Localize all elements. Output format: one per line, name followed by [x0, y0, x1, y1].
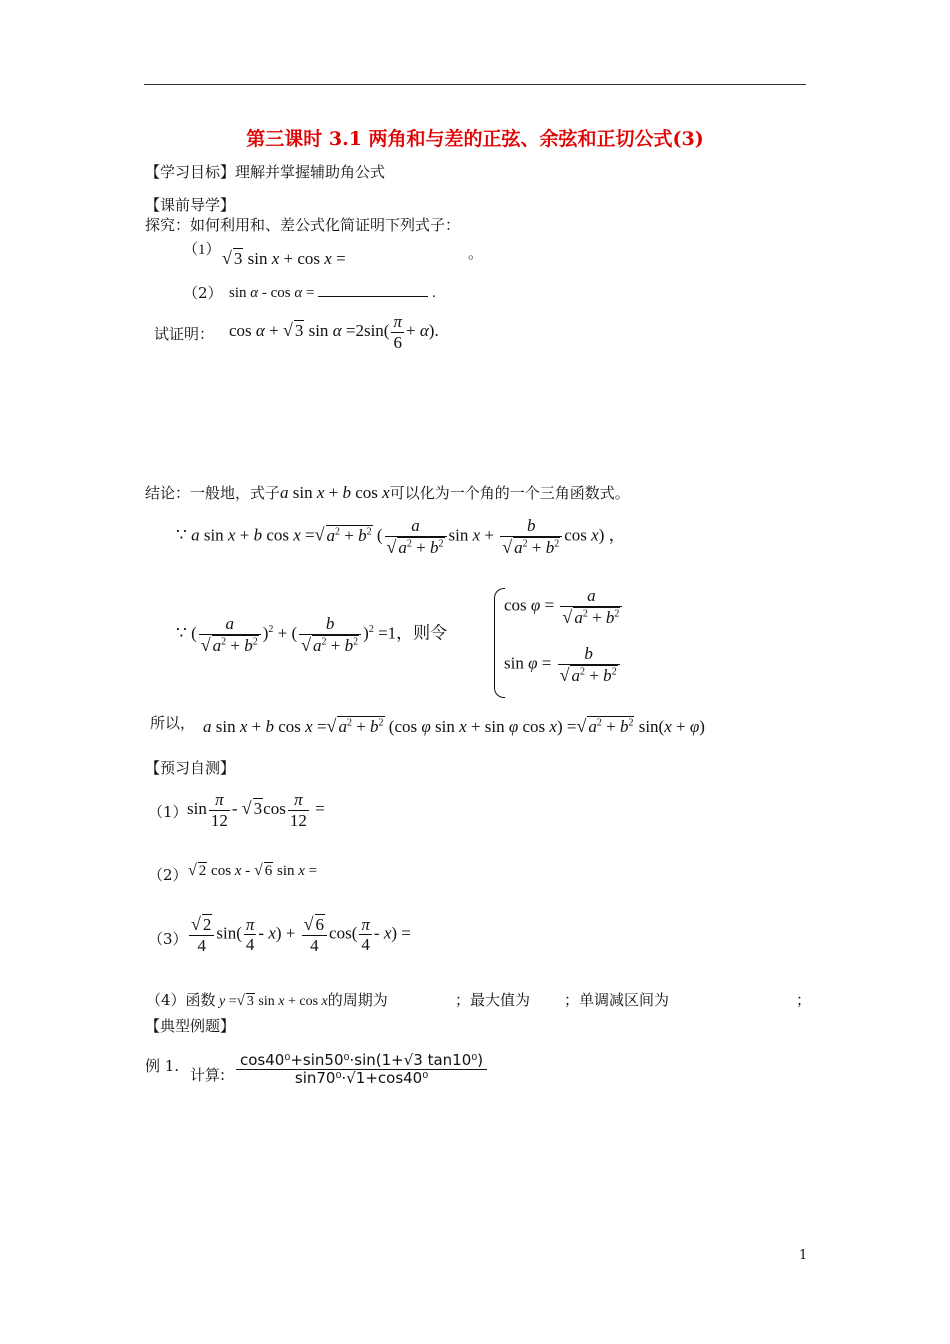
page-number: 1 — [799, 1248, 808, 1263]
therefore-label: 所以， — [150, 714, 196, 732]
q4: （4）函数 y =√ 3 sin x + cos x的周期为 — [146, 991, 388, 1009]
explore-text: 探究：如何利用和、差公式化简证明下列式子： — [145, 216, 461, 234]
header-rule — [144, 84, 806, 85]
learning-goal-text: 理解并掌握辅助角公式 — [235, 163, 386, 181]
learning-goal — [145, 161, 385, 182]
example-1-label: 例 1. — [145, 1057, 180, 1075]
q1-number: （1） — [148, 803, 188, 821]
q2-expr: √ 2 cos x - √ 6 sin x = — [188, 862, 318, 879]
q4-max: ；最大值为 — [455, 991, 531, 1009]
q2-number: （2） — [148, 866, 188, 884]
example-1-numerator: cos40⁰+sin50⁰⋅sin(1+√3 tan10⁰) — [236, 1052, 487, 1070]
item-2-expr: sin α - cos α = . — [229, 285, 436, 301]
prove-label: 试证明： — [154, 325, 215, 343]
prove-expr: cos α + √ 3 sin α =2sin( $\frac{\pi}{6}$ + α). — [229, 312, 439, 352]
learning-goal-label: 【学习目标】 — [145, 163, 236, 181]
item-1 — [183, 238, 221, 259]
q1-expr: sin $\frac{\pi}{12}$ - √ 3cos $\frac{\pi}{12}$ = — [187, 790, 325, 830]
q4-end: ； — [796, 991, 812, 1009]
conclusion: 结论：一般地，式子a sin x + b cos x可以化为一个角的一个三角函数式。 — [145, 483, 630, 502]
self-test-heading: 【预习自测】 — [145, 759, 236, 777]
because-2: ∵ ( $\frac{a}{√ a^2 + b^2}$ )$^2$ + ( $\frac{b}{√ a^2 + b^2}$ )$^2$ =1，则令 — [176, 614, 448, 655]
q4-decreasing: ；单调减区间为 — [564, 991, 670, 1009]
answer-blank[interactable] — [318, 284, 428, 297]
therefore-expr: a sin x + b cos x =√ $a^2 + b^2$ (cos φ sin x + sin φ cos x) =√ $a^2 + b^2$ sin(x + φ) — [203, 716, 705, 736]
example-1-denominator: sin70⁰⋅√1+cos40⁰ — [294, 1069, 429, 1088]
pre-study-heading: 【课前导学】 — [145, 196, 236, 214]
item-1-expr: √ 3 sin x + cos x = — [222, 248, 346, 268]
let-cos: cos φ = $\frac{a}{√ a^2 + b^2}$ — [504, 586, 624, 627]
item-2-number: （2） — [183, 284, 223, 302]
item-1-trail: 。 — [468, 244, 484, 262]
page-title: 第三课时 3.1 两角和与差的正弦、余弦和正切公式(3) — [246, 128, 704, 150]
examples-heading: 【典型例题】 — [145, 1017, 236, 1035]
item-1-number: （1） — [183, 242, 221, 258]
let-sin: sin φ = $\frac{b}{√ a^2 + b^2}$ — [504, 644, 622, 685]
because-1: ∵ a sin x + b cos x =√ $a^2 + b^2$ ( $\frac{a}{√ a^2 + b^2}$ sin x + $\frac{b}{√ a^2 + b^2}$ cos x) ， — [176, 516, 626, 557]
q3-expr: $\frac{√ 2}{4}$ sin( $\frac{\pi}{4}$ - x) + $\frac{√ 6}{4}$ cos( $\frac{\pi}{4}$ - x) = — [191, 914, 411, 955]
example-1-fraction — [236, 1052, 487, 1088]
example-1-calc: 计算: — [190, 1066, 226, 1084]
q3-number: （3） — [148, 930, 188, 948]
